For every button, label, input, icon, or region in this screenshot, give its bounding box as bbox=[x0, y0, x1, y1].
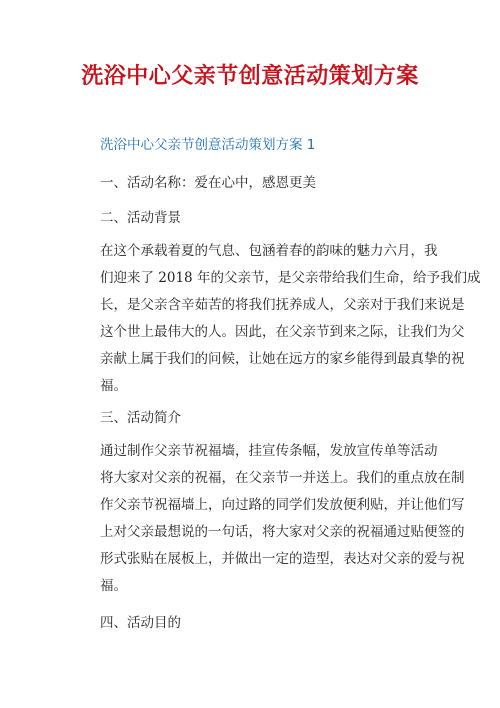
heading-introduction: 三、活动简介 bbox=[100, 410, 181, 426]
heading-purpose: 四、活动目的 bbox=[100, 615, 181, 631]
paragraph-line: 这个世上最伟大的人。因此，在父亲节到来之际，让我们为父 bbox=[100, 324, 465, 340]
introduction-paragraph bbox=[100, 438, 465, 600]
paragraph-line: 亲献上属于我们的问候，让她在远方的家乡能得到最真挚的祝 bbox=[100, 351, 465, 367]
paragraph-line: 形式张贴在展板上，并做出一定的造型，表达对父亲的爱与祝 bbox=[100, 551, 465, 567]
background-paragraph bbox=[100, 238, 481, 400]
document-title: 洗浴中心父亲节创意活动策划方案 bbox=[81, 64, 419, 89]
paragraph-line: 福。 bbox=[100, 378, 127, 394]
paragraph-line: 福。 bbox=[100, 578, 127, 594]
activity-name-line: 一、活动名称：爱在心中，感恩更美 bbox=[100, 175, 316, 191]
paragraph-line: 将大家对父亲的祝福，在父亲节一并送上。我们的重点放在制 bbox=[100, 470, 465, 486]
paragraph-line: 上对父亲最想说的一句话，将大家对父亲的祝福通过贴便签的 bbox=[100, 524, 465, 540]
paragraph-line: 长，是父亲含辛茹苦的将我们抚养成人，父亲对于我们来说是 bbox=[100, 297, 465, 313]
paragraph-line: 作父亲节祝福墙上，向过路的同学们发放便利贴，并让他们写 bbox=[100, 497, 465, 513]
paragraph-line: 在这个承载着夏的气息、包涵着春的韵味的魅力六月，我 bbox=[100, 243, 438, 259]
paragraph-line: 们迎来了 2018 年的父亲节，是父亲带给我们生命，给予我们成 bbox=[100, 270, 481, 286]
paragraph-line: 通过制作父亲节祝福墙，挂宣传条幅，发放宣传单等活动 bbox=[100, 443, 438, 459]
section-title: 洗浴中心父亲节创意活动策划方案 1 bbox=[100, 137, 316, 153]
heading-background: 二、活动背景 bbox=[100, 210, 181, 226]
